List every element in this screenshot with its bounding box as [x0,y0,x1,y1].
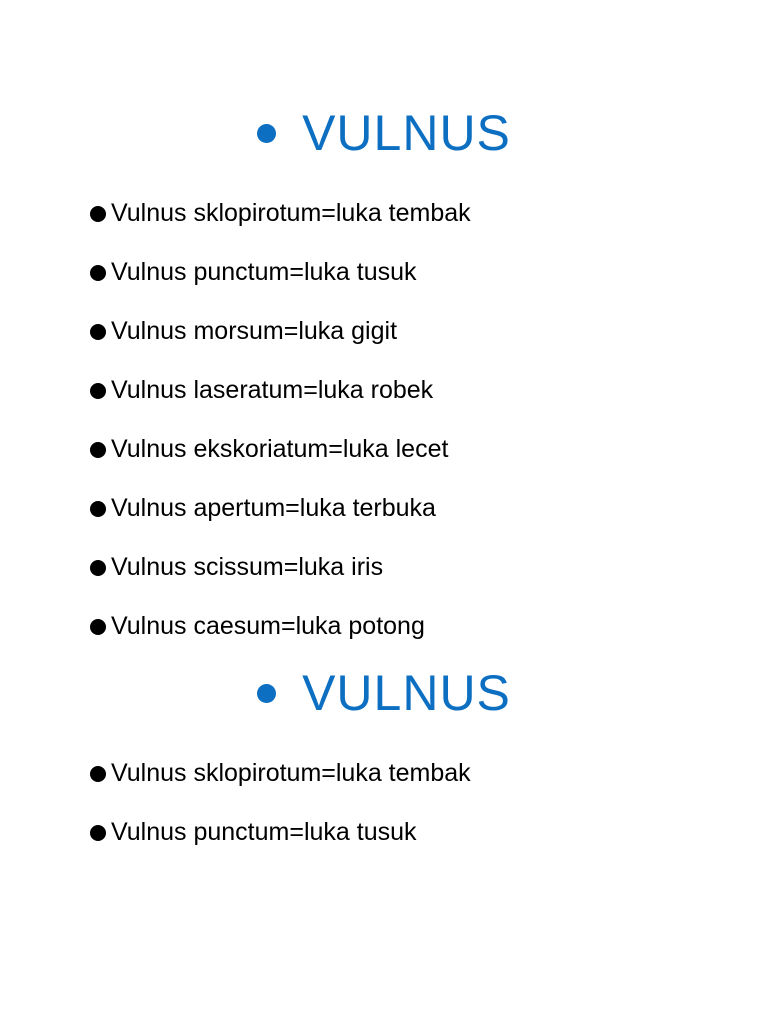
section-heading [0,98,768,168]
bullet-icon [90,265,106,281]
bullet-icon [90,442,106,458]
bullet-icon [90,766,106,782]
list-item [90,420,471,479]
list-item-text: Vulnus laseratum=luka robek [111,376,434,404]
list-item [90,479,471,538]
bullet-icon [90,206,106,222]
list-item [90,597,471,656]
term-list [90,184,471,656]
list-item [90,302,471,361]
list-item [90,243,471,302]
bullet-icon [90,501,106,517]
list-item-text: Vulnus sklopirotum=luka tembak [111,199,471,227]
heading-bullet-icon [257,124,276,143]
bullet-icon [90,619,106,635]
heading-row [257,665,511,721]
list-item [90,744,471,803]
list-item-text: Vulnus caesum=luka potong [111,612,425,640]
list-item-text: Vulnus ekskoriatum=luka lecet [111,435,449,463]
list-item-text: Vulnus sklopirotum=luka tembak [111,759,471,787]
bullet-icon [90,825,106,841]
bullet-icon [90,560,106,576]
heading-bullet-icon [257,684,276,703]
list-item [90,803,471,862]
heading-title: VULNUS [302,665,511,721]
section-heading [0,658,768,728]
list-item-text: Vulnus morsum=luka gigit [111,317,398,345]
list-item-text: Vulnus apertum=luka terbuka [111,494,436,522]
list-item [90,361,471,420]
list-item-text: Vulnus scissum=luka iris [111,553,384,581]
list-item-text: Vulnus punctum=luka tusuk [111,818,417,846]
bullet-icon [90,383,106,399]
bullet-icon [90,324,106,340]
term-list [90,744,471,862]
heading-title: VULNUS [302,105,511,161]
list-item [90,538,471,597]
list-item-text: Vulnus punctum=luka tusuk [111,258,417,286]
list-item [90,184,471,243]
heading-row [257,105,511,161]
